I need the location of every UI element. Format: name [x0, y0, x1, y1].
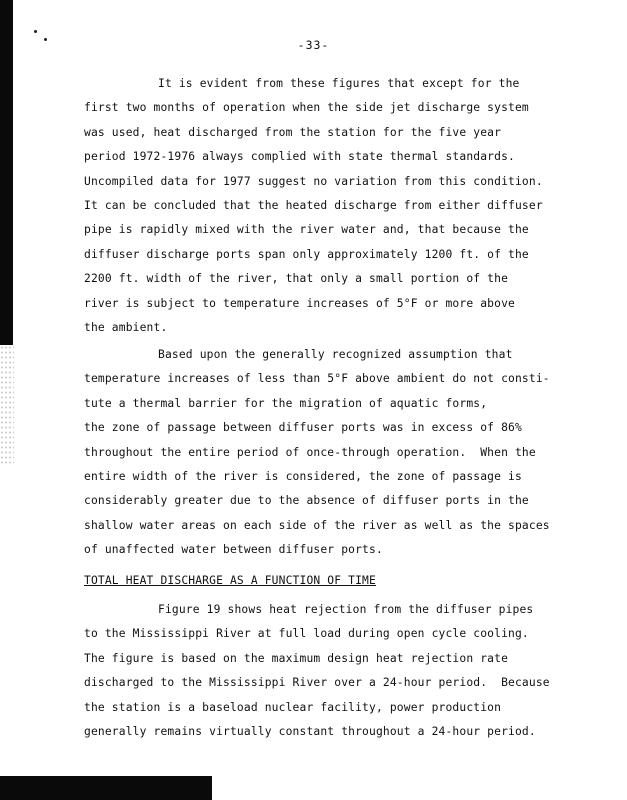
- text-line: entire width of the river is considered, the zone of passage is: [84, 469, 522, 483]
- text-line: the zone of passage between diffuser ports was in excess of 86%: [84, 421, 522, 435]
- text-line: Based upon the generally recognized assumption that: [158, 348, 513, 361]
- paragraph-2: [84, 343, 584, 563]
- text-line: Uncompiled data for 1977 suggest no variation from this condition.: [84, 174, 543, 188]
- text-line: of unaffected water between diffuser ports.: [84, 543, 383, 557]
- text-line: It can be concluded that the heated discharge from either diffuser: [84, 198, 543, 212]
- text-line: first two months of operation when the side jet discharge system: [84, 101, 529, 115]
- text-line: the station is a baseload nuclear facility, power production: [84, 700, 502, 714]
- text-line: diffuser discharge ports span only approximately 1200 ft. of the: [84, 247, 529, 261]
- text-line: considerably greater due to the absence of diffuser ports in the: [84, 494, 529, 508]
- text-line: 2200 ft. width of the river, that only a small portion of the: [84, 272, 509, 286]
- text-line: period 1972-1976 always complied with state thermal standards.: [84, 150, 515, 164]
- text-line: river is subject to temperature increases of 5°F or more above: [84, 296, 515, 310]
- text-line: tute a thermal barrier for the migration of aquatic forms,: [84, 396, 488, 410]
- paragraph-1: [84, 72, 584, 340]
- scan-noise: [0, 345, 14, 465]
- text-line: The figure is based on the maximum design heat rejection rate: [84, 651, 509, 665]
- text-line: was used, heat discharged from the station for the five year: [84, 125, 502, 139]
- text-line: pipe is rapidly mixed with the river water and, that because the: [84, 223, 529, 237]
- text-line: It is evident from these figures that except for the: [158, 77, 520, 90]
- scan-speck: [34, 30, 37, 33]
- text-line: the ambient.: [84, 320, 168, 334]
- text-line: shallow water areas on each side of the river as well as the spaces: [84, 518, 550, 532]
- paragraph-3: [84, 598, 584, 744]
- text-line: throughout the entire period of once-through operation. When the: [84, 445, 536, 459]
- text-line: to the Mississippi River at full load during open cycle cooling.: [84, 627, 529, 641]
- text-line: Figure 19 shows heat rejection from the diffuser pipes: [158, 603, 534, 616]
- scan-border-bottom: [0, 776, 212, 800]
- page-number: -33-: [297, 38, 330, 52]
- text-line: temperature increases of less than 5°F above ambient do not consti-: [84, 372, 550, 386]
- text-line: generally remains virtually constant throughout a 24-hour period.: [84, 724, 536, 738]
- text-line: discharged to the Mississippi River over a 24-hour period. Because: [84, 676, 550, 690]
- section-heading: TOTAL HEAT DISCHARGE AS A FUNCTION OF TIME: [84, 574, 376, 587]
